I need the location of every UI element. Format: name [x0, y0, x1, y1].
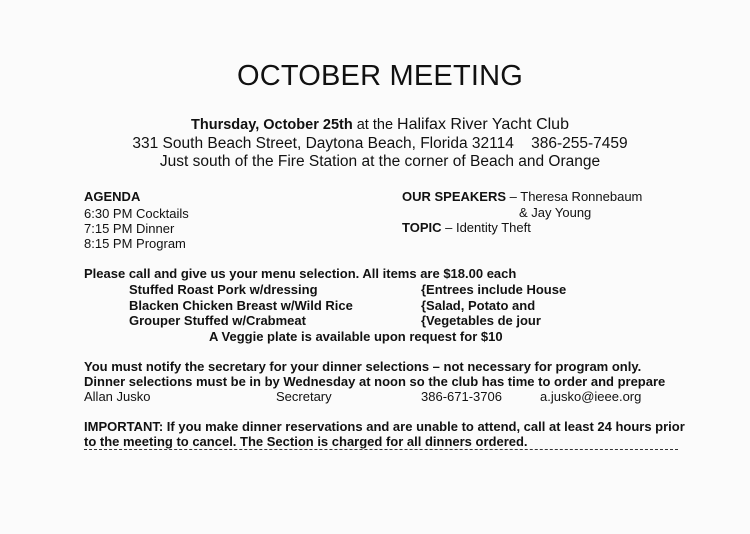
- entree-note: {Vegetables de jour: [421, 313, 541, 328]
- veggie-note: A Veggie plate is available upon request for $10: [209, 329, 503, 344]
- address: 331 South Beach Street, Daytona Beach, Florida 32114: [132, 135, 514, 152]
- speaker-1: Theresa Ronnebaum: [520, 189, 643, 204]
- page-title: OCTOBER MEETING: [236, 60, 524, 92]
- speakers-line: [402, 189, 642, 204]
- entree-note: {Salad, Potato and: [421, 298, 536, 313]
- agenda-item: 6:30 PM Cocktails: [84, 206, 189, 221]
- menu-item: Blacken Chicken Breast w/Wild Rice: [129, 298, 353, 313]
- speaker-2: & Jay Young: [519, 205, 592, 220]
- directions: Just south of the Fire Station at the corner of Beach and Orange: [159, 153, 601, 170]
- speakers-sep: –: [506, 189, 521, 204]
- agenda-heading: AGENDA: [84, 189, 141, 204]
- venue-phone: 386-255-7459: [531, 135, 628, 152]
- notify-line-2: Dinner selections must be in by Wednesday at noon so the club has time to order and prepare: [84, 374, 666, 389]
- dashed-divider: [84, 449, 678, 450]
- topic-heading: TOPIC: [402, 220, 442, 235]
- menu-item: Grouper Stuffed w/Crabmeat: [129, 313, 306, 328]
- agenda-item: 8:15 PM Program: [84, 236, 186, 251]
- speakers-heading: OUR SPEAKERS: [402, 189, 507, 204]
- menu-item: Stuffed Roast Pork w/dressing: [129, 282, 318, 297]
- contact-name: Allan Jusko: [84, 389, 151, 404]
- topic: – Identity Theft: [441, 220, 531, 235]
- contact-role: Secretary: [276, 389, 332, 404]
- notify-line-1: You must notify the secretary for your dinner selections – not necessary for program only.: [84, 359, 642, 374]
- important-line-2: to the meeting to cancel. The Section is charged for all dinners ordered.: [84, 434, 528, 449]
- topic-line: [402, 220, 531, 235]
- contact-email: a.jusko@ieee.org: [540, 389, 642, 404]
- important-line-1: IMPORTANT: If you make dinner reservations and are unable to attend, call at least 24 hours prior: [84, 419, 685, 434]
- meeting-date: Thursday, October 25th: [191, 117, 353, 133]
- address-line: [0, 135, 750, 153]
- at-text: at the: [352, 117, 398, 133]
- meeting-date-line: [0, 116, 750, 134]
- contact-phone: 386-671-3706: [421, 389, 502, 404]
- venue: Halifax River Yacht Club: [397, 116, 569, 133]
- menu-intro: Please call and give us your menu selection. All items are $18.00 each: [84, 266, 517, 281]
- entree-note: {Entrees include House: [421, 282, 567, 297]
- agenda-item: 7:15 PM Dinner: [84, 221, 175, 236]
